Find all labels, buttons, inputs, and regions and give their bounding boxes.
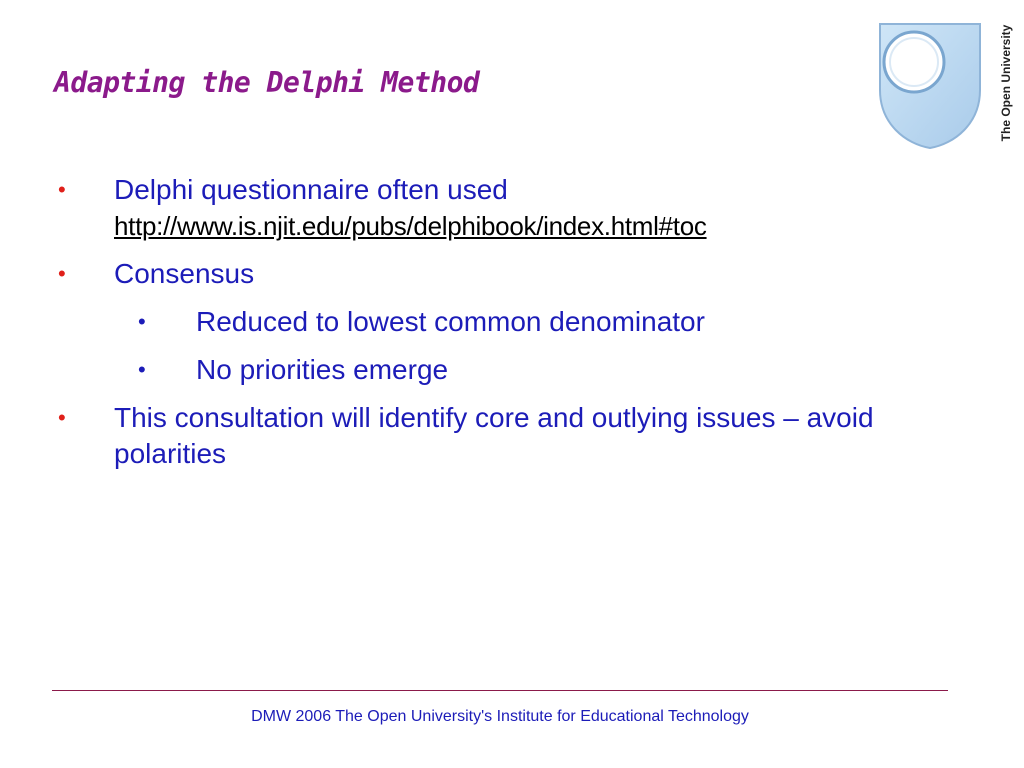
delphi-book-link[interactable]: http://www.is.njit.edu/pubs/delphibook/index.html#toc bbox=[114, 211, 707, 241]
sub-bullet-text: No priorities emerge bbox=[196, 354, 449, 385]
bullet-text: This consultation will identify core and outlying issues – avoid polarities bbox=[114, 402, 874, 469]
footer-text: DMW 2006 The Open University's Institute for Educational Technology bbox=[251, 708, 749, 725]
sub-bullet-item bbox=[0, 304, 1024, 340]
bullet-item bbox=[0, 172, 1024, 244]
open-university-logo-icon bbox=[876, 20, 984, 150]
bullet-item bbox=[0, 256, 1024, 292]
bullet-item bbox=[0, 400, 1024, 472]
slide-content bbox=[0, 172, 1024, 472]
sub-bullet-item bbox=[0, 352, 1024, 388]
footer-divider bbox=[52, 690, 948, 691]
bullet-marker: • bbox=[58, 405, 66, 430]
slide-title: Adapting the Delphi Method bbox=[54, 66, 480, 99]
logo-text: The Open University bbox=[999, 24, 1013, 142]
sub-bullet-marker: • bbox=[138, 309, 146, 334]
bullet-text: Consensus bbox=[114, 258, 255, 289]
sub-bullet-marker: • bbox=[138, 357, 146, 382]
bullet-marker: • bbox=[58, 177, 66, 202]
sub-bullet-text: Reduced to lowest common denominator bbox=[196, 306, 705, 337]
bullet-text: Delphi questionnaire often used bbox=[114, 174, 508, 205]
open-university-wordmark bbox=[996, 16, 1016, 150]
bullet-marker: • bbox=[58, 261, 66, 286]
